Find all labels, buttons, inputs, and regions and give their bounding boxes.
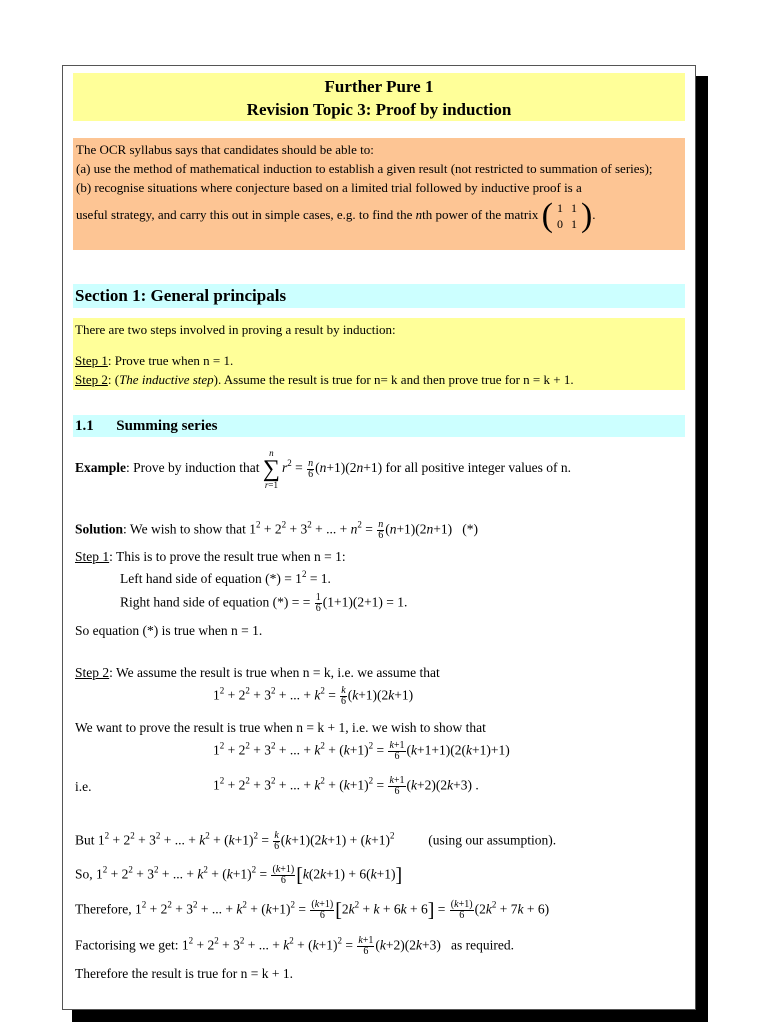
factorising-line: Factorising we get: $1^2 + 2^2 + 3^2$ + ... + $k^2 + (k+1)^2$ = $\frac{k+1}{6}$ (k+2)(2k+3) as required. bbox=[75, 935, 514, 957]
title-line1: Further Pure 1 bbox=[324, 77, 434, 96]
ie-label: i.e. bbox=[75, 779, 92, 794]
matrix: ( 1 1 0 1 ) bbox=[541, 197, 593, 234]
so-line: So equation (*) is true when n = 1. bbox=[75, 623, 263, 638]
principle-step2: Step 2: (The inductive step). Assume the result is true for n= k and then prove true for n = k + 1. bbox=[75, 372, 574, 387]
want-line: We want to prove the result is true when n = k + 1, i.e. we wish to show that bbox=[75, 720, 486, 735]
subsection-heading: 1.1 Summing series bbox=[73, 415, 685, 437]
syllabus-intro: The OCR syllabus says that candidates should be able to: bbox=[76, 142, 374, 157]
solution-line: Solution: We wish to show that $1^2 + 2^2 + 3^2$ + ... + $n^2$ = $\frac{n}{6}$ (n+1)(2n+1) (*) bbox=[75, 519, 479, 541]
but-line: But $1^2 + 2^2 + 3^2$ + ... + $k^2 + (k+1)^2$ = $\frac{k}{6}$ $(k+1)(2k+1) + (k+1)^2$ (using our assumption). bbox=[75, 830, 557, 852]
target-eq-simplified: $1^2 + 2^2 + 3^2$ + ... + $k^2 + (k+1)^2$ = $\frac{k+1}{6}$ (k+2)(2k+3) . bbox=[213, 775, 479, 797]
syllabus-item-b1: (b) recognise situations where conjecture based on a limited trial followed by inductive proof is a bbox=[76, 180, 582, 195]
title-box bbox=[73, 73, 685, 121]
assumption-eq: $1^2 + 2^2 + 3^2$ + ... + $k^2$ = $\frac{k}{6}$ (k+1)(2k+1) bbox=[213, 685, 414, 707]
therefore-line: Therefore, $1^2 + 2^2 + 3^2$ + ... + $k^2 + (k+1)^2$ = $\frac{(k+1)}{6}$ $[2k^2 + k + 6k + 6]$ = $\frac{(k+1)}{6}$ $(2k^2 + 7k + 6)$ bbox=[75, 899, 550, 922]
target-eq: $1^2 + 2^2 + 3^2$ + ... + $k^2 + (k+1)^2$ = $\frac{k+1}{6}$ (k+1+1)(2(k+1)+1) bbox=[213, 740, 510, 762]
example-line: Example: Prove by induction that n ∑ r=1 $r^2$ = $\frac{n}{6}$ (n+1)(2n+1) for all positive integer values of n. bbox=[75, 448, 572, 490]
title-line2: Revision Topic 3: Proof by induction bbox=[246, 100, 512, 119]
rhs-line: Right hand side of equation (*) = = $\frac{1}{6}$ (1+1)(2+1) = 1. bbox=[120, 592, 408, 614]
lhs-line: Left hand side of equation (*) = $1^2 = 1$. bbox=[120, 569, 331, 586]
document-page bbox=[62, 65, 696, 1010]
syllabus-item-b2: useful strategy, and carry this out in simple cases, e.g. to find the nth power of the matrix ( 1 1 0 1 ) . bbox=[76, 197, 596, 234]
solution-step2: Step 2: We assume the result is true when n = k, i.e. we assume that bbox=[75, 665, 440, 680]
syllabus-box bbox=[73, 138, 685, 250]
syllabus-item-a: (a) use the method of mathematical induction to establish a given result (not restricted to summation of series); bbox=[76, 161, 653, 176]
section-1-heading: Section 1: General principals bbox=[73, 284, 685, 308]
principles-intro: There are two steps involved in proving a result by induction: bbox=[75, 322, 396, 337]
general-principles-box bbox=[73, 318, 685, 390]
solution-step1: Step 1: This is to prove the result true when n = 1: bbox=[75, 549, 346, 564]
conclusion-line: Therefore the result is true for n = k + 1. bbox=[75, 966, 294, 981]
principle-step1: Step 1: Prove true when n = 1. bbox=[75, 353, 234, 368]
so2-line: So, $1^2 + 2^2 + 3^2$ + ... + $k^2 + (k+1)^2$ = $\frac{(k+1)}{6}$ [k(2k+1) + 6(k+1)] bbox=[75, 864, 403, 887]
